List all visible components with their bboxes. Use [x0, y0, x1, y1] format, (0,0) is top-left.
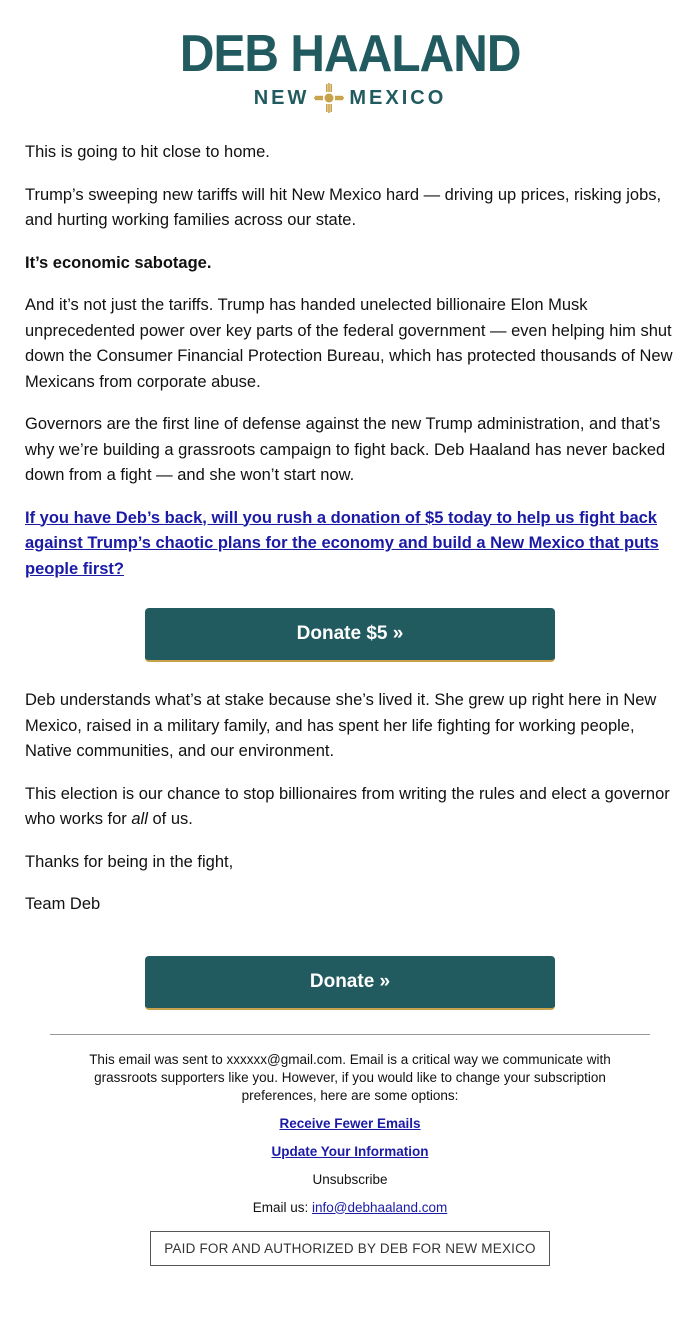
email-content [0, 140, 700, 918]
footer-notice: This email was sent to xxxxxx@gmail.com. Email is a critical way we communicate with grassroots supporters like you. However, if you would like to change your subscription preferences, here are some options: [89, 1051, 611, 1103]
donation-ask [25, 506, 675, 583]
email-us [70, 1199, 630, 1217]
election-text-emphasis: all [131, 810, 148, 828]
paragraph-tariffs: Trump’s sweeping new tariffs will hit New Mexico hard — driving up prices, risking jobs, and hurting working families across our state. [25, 185, 662, 229]
update-information-link[interactable]: Update Your Information [271, 1143, 429, 1159]
donate-5-button[interactable]: Donate $5 » [145, 608, 555, 662]
logo-sub-left: NEW [253, 87, 310, 109]
logo-sub-right: MEXICO [349, 87, 447, 109]
donate-5-button-wrap [25, 608, 675, 662]
unsubscribe-text[interactable]: Unsubscribe [312, 1171, 388, 1187]
election-text-after: of us. [147, 810, 193, 828]
paragraph-thanks: Thanks for being in the fight, [25, 852, 234, 871]
footer [0, 1051, 700, 1266]
footer-divider [50, 1034, 650, 1035]
paragraph-intro: This is going to hit close to home. [25, 143, 270, 161]
signoff: Team Deb [25, 895, 101, 913]
logo-name: DEB HAALAND [179, 25, 521, 83]
paragraph-governors: Governors are the first line of defense against the new Trump administration, and that’s why we’re building a grassroots campaign to fight back. Deb Haaland has never backed down from a fight — and she won’t start now. [25, 415, 666, 484]
zia-sun-icon [313, 83, 345, 113]
paragraph-background: Deb understands what’s at stake because she’s lived it. She grew up right here in New Mexico, raised in a military family, and has spent her life fighting for working people, Native communities, and our environment. [25, 691, 657, 760]
paragraph-musk: And it’s not just the tariffs. Trump has handed unelected billionaire Elon Musk unprecedented power over key parts of the federal government — even helping him shut down the Consumer Financial Protection Bureau, which has protected thousands of New Mexicans from corporate abuse. [25, 296, 673, 391]
paid-for-disclaimer: PAID FOR AND AUTHORIZED BY DEB FOR NEW MEXICO [150, 1231, 550, 1266]
email-us-label: Email us: [252, 1199, 312, 1215]
header-logo [0, 0, 700, 112]
donation-ask-link[interactable]: If you have Deb’s back, will you rush a donation of $5 today to help us fight back against Trump’s chaotic plans for the economy and build a New Mexico that puts people first? [25, 508, 659, 578]
donate-button[interactable]: Donate » [145, 956, 555, 1010]
paragraph-sabotage: It’s economic sabotage. [25, 253, 212, 272]
email-us-link[interactable]: info@debhaaland.com [311, 1199, 448, 1215]
logo-subtitle [0, 83, 700, 113]
receive-fewer-emails-link[interactable]: Receive Fewer Emails [279, 1115, 421, 1131]
donate-button-wrap [0, 956, 700, 1010]
election-text-before: This election is our chance to stop billionaires from writing the rules and elect a governor who works for [25, 784, 670, 828]
paragraph-election [25, 782, 675, 833]
